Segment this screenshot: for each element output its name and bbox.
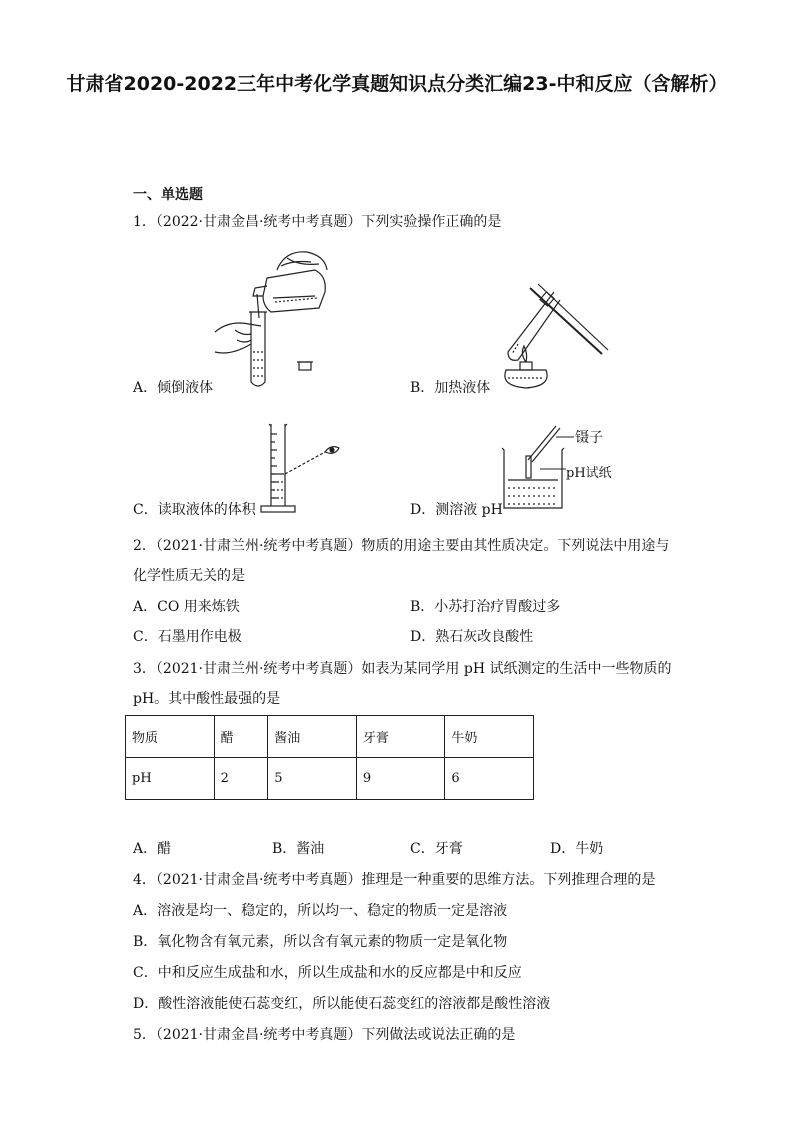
table-header-cell: 牙膏 [356, 716, 445, 758]
q1-stem: 1．（2022·甘肃金昌·统考中考真题）下列实验操作正确的是 [133, 214, 502, 230]
q2-stem-line2: 化学性质无关的是 [133, 568, 245, 584]
table-header-cell: 物质 [126, 716, 215, 758]
q3-stem-line2: pH。其中酸性最强的是 [133, 691, 281, 707]
label-tweezers: 镊子 [575, 430, 603, 446]
q2-stem-line1: 2．（2021·甘肃兰州·统考中考真题）物质的用途主要由其性质决定。下列说法中用途与 [133, 538, 670, 554]
q4-option-a[interactable]: A．溶液是均一、稳定的，所以均一、稳定的物质一定是溶液 [133, 903, 508, 919]
q1-option-c[interactable]: C．读取液体的体积 [133, 502, 256, 518]
q2-option-a[interactable]: A．CO 用来炼铁 [133, 599, 240, 615]
q4-option-d[interactable]: D．酸性溶液能使石蕊变红，所以能使石蕊变红的溶液都是酸性溶液 [133, 996, 551, 1012]
q4-option-c[interactable]: C．中和反应生成盐和水，所以生成盐和水的反应都是中和反应 [133, 965, 522, 981]
figure-heat-liquid [490, 282, 610, 392]
q1-option-d[interactable]: D．测溶液 pH [410, 502, 503, 518]
q5-stem: 5．（2021·甘肃金昌·统考中考真题）下列做法或说法正确的是 [133, 1027, 516, 1043]
table-cell: pH [126, 758, 215, 800]
section-heading: 一、单选题 [133, 187, 203, 203]
q4-option-b[interactable]: B．氧化物含有氧元素，所以含有氧元素的物质一定是氧化物 [133, 934, 508, 950]
table-header-cell: 牛奶 [445, 716, 534, 758]
q3-option-a[interactable]: A．醋 [133, 841, 172, 857]
table-cell: 2 [214, 758, 268, 800]
page-title: 甘肃省2020-2022三年中考化学真题知识点分类汇编23-中和反应（含解析） [66, 73, 728, 95]
table-row [126, 716, 534, 758]
label-ph-paper: pH试纸 [566, 466, 612, 481]
table-header-cell: 酱油 [268, 716, 357, 758]
q1-option-b[interactable]: B．加热液体 [410, 380, 491, 396]
table-row [126, 758, 534, 800]
figure-pour-liquid [215, 240, 335, 390]
ph-table [125, 715, 534, 800]
q4-stem: 4．（2021·甘肃金昌·统考中考真题）推理是一种重要的思维方法。下列推理合理的是 [133, 872, 656, 888]
q1-option-a[interactable]: A．倾倒液体 [133, 380, 214, 396]
label-leader-lines [540, 425, 580, 475]
q3-stem-line1: 3．（2021·甘肃兰州·统考中考真题）如表为某同学用 pH 试纸测定的生活中一些物质的 [133, 661, 672, 677]
figure-read-volume [255, 422, 345, 514]
table-cell: 6 [445, 758, 534, 800]
q2-option-c[interactable]: C．石墨用作电极 [133, 629, 242, 645]
table-cell: 5 [268, 758, 357, 800]
q2-option-b[interactable]: B．小苏打治疗胃酸过多 [410, 599, 561, 615]
table-header-cell: 醋 [214, 716, 268, 758]
table-cell: 9 [356, 758, 445, 800]
q3-option-b[interactable]: B．酱油 [272, 841, 325, 857]
q3-option-d[interactable]: D．牛奶 [550, 841, 604, 857]
q3-option-c[interactable]: C．牙膏 [410, 841, 463, 857]
q2-option-d[interactable]: D．熟石灰改良酸性 [410, 629, 534, 645]
